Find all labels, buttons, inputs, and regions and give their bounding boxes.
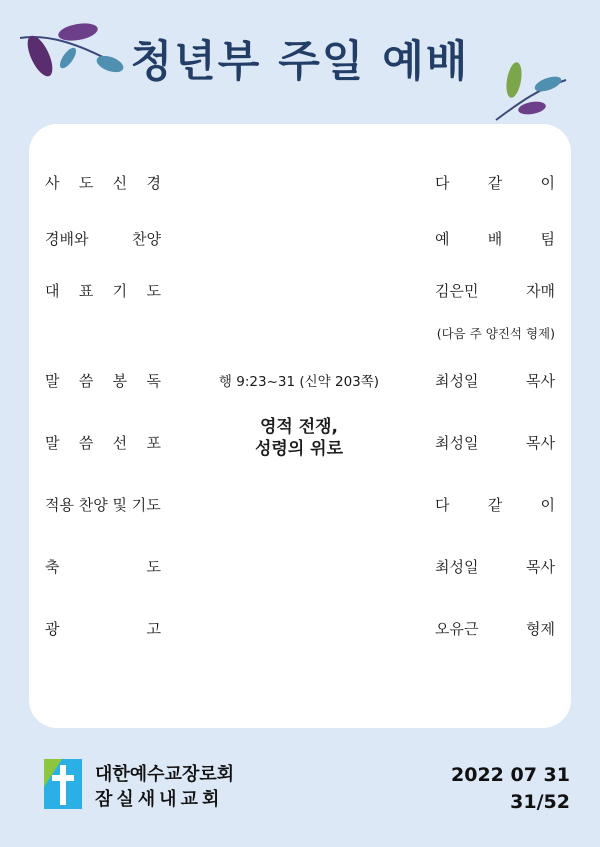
sermon-title	[189, 416, 409, 460]
bulletin-date	[451, 762, 570, 816]
next-week-note: (다음 주 양진석 형제)	[436, 326, 555, 341]
order-leader: 예 배 팀	[435, 230, 555, 248]
church-title: 잠실새내교회	[95, 789, 224, 810]
order-label: 축 도	[45, 558, 161, 576]
service-date: 2022 07 31	[451, 764, 570, 786]
church-name	[95, 762, 234, 812]
order-label: 적용 찬양 및 기도	[45, 496, 161, 514]
page-title: 청년부 주일 예배	[130, 37, 470, 87]
sermon-title-line: 성령의 위로	[254, 439, 344, 459]
order-label: 대 표 기 도	[45, 282, 161, 300]
order-label: 경배와 찬양	[45, 230, 161, 248]
sermon-title-line: 영적 전쟁,	[259, 417, 339, 437]
order-leader: 오유근 형제	[435, 620, 555, 638]
order-of-worship-card	[29, 124, 571, 728]
order-leader: 김은민 자매	[435, 282, 555, 300]
church-logo-icon	[42, 757, 84, 811]
order-leader: 최성일 목사	[435, 558, 555, 576]
order-label: 말 씀 선 포	[45, 434, 161, 452]
order-leader: 다 같 이	[435, 174, 555, 192]
order-leader: 다 같 이	[435, 496, 555, 514]
denomination: 대한예수교장로회	[95, 764, 235, 785]
order-leader: 최성일 목사	[435, 372, 555, 390]
scripture-reference: 행 9:23~31 (신약 203쪽)	[218, 374, 380, 390]
order-label: 광 고	[45, 620, 161, 638]
issue-number: 31/52	[510, 791, 570, 813]
order-leader: 최성일 목사	[435, 434, 555, 452]
order-label: 사 도 신 경	[45, 174, 161, 192]
order-label: 말 씀 봉 독	[45, 372, 161, 390]
